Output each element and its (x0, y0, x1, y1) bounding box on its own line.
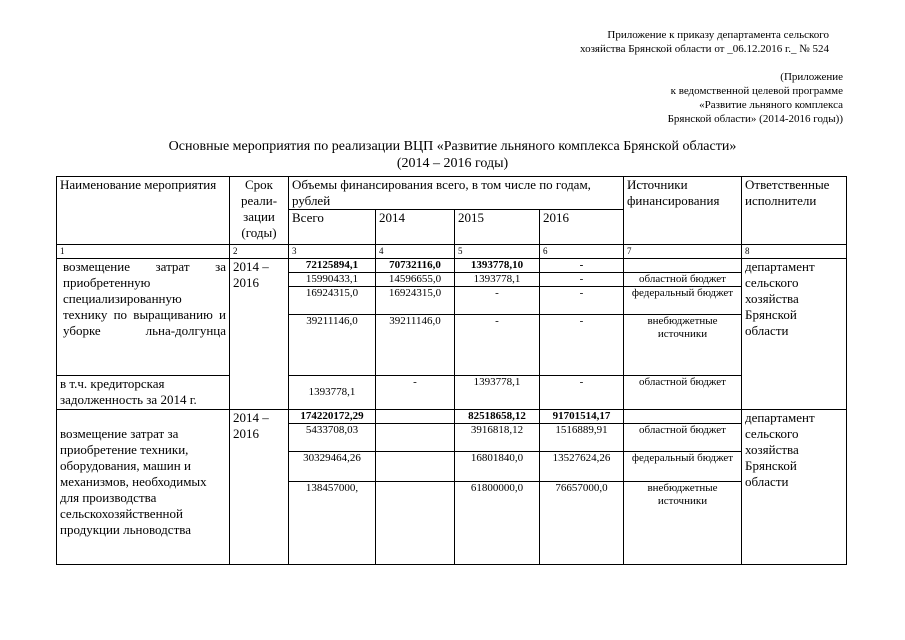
cell-total: 1393778,1 (289, 376, 376, 410)
cell-total: 174220172,29 (289, 410, 376, 424)
cell-2016: 1516889,91 (540, 424, 624, 452)
head-name: Наименование мероприятия (57, 177, 230, 245)
col-num: 1 (57, 245, 230, 259)
document-title (0, 138, 905, 172)
cell-2015: 1393778,1 (455, 273, 540, 287)
appendix-header (668, 70, 843, 126)
cell-total: 138457000, (289, 482, 376, 565)
cell-2014 (376, 424, 455, 452)
head-term: Срок реали-зации (годы) (230, 177, 289, 245)
head-responsible: Ответственные исполнители (742, 177, 847, 245)
col-num: 4 (376, 245, 455, 259)
cell-2014 (376, 452, 455, 482)
cell-2014: - (376, 376, 455, 410)
cell-total: 72125894,1 (289, 259, 376, 273)
cell-2016: - (540, 315, 624, 376)
head-2015: 2015 (455, 210, 540, 245)
cell-2016: 13527624,26 (540, 452, 624, 482)
measure-name-1: возмещение затрат за приобретенную специализированную технику по выращиванию и уборке льна-долгунца (57, 259, 230, 376)
head-total: Всего (289, 210, 376, 245)
cell-2016: - (540, 376, 624, 410)
cell-2015: - (455, 287, 540, 315)
order-header-line1: Приложение к приказу департамента сельского (607, 29, 829, 41)
cell-source (624, 259, 742, 273)
cell-2014: 70732116,0 (376, 259, 455, 273)
order-header-line2: хозяйства Брянской области от _06.12.2016 г._ № 524 (579, 43, 829, 55)
cell-2016: - (540, 287, 624, 315)
cell-source: федеральный бюджет (624, 287, 742, 315)
measure-responsible-2: департамент сельского хозяйства Брянской области (742, 410, 847, 565)
col-num: 7 (624, 245, 742, 259)
measures-table (56, 176, 847, 565)
col-num: 8 (742, 245, 847, 259)
cell-2015: - (455, 315, 540, 376)
col-num: 3 (289, 245, 376, 259)
appendix-line3: «Развитие льняного комплекса (699, 99, 843, 111)
measure-term-1: 2014 – 2016 (230, 259, 289, 410)
cell-2014: 14596655,0 (376, 273, 455, 287)
cell-2015: 82518658,12 (455, 410, 540, 424)
cell-2014 (376, 482, 455, 565)
head-2014: 2014 (376, 210, 455, 245)
appendix-line1: (Приложение (780, 71, 843, 83)
cell-total: 15990433,1 (289, 273, 376, 287)
cell-total: 39211146,0 (289, 315, 376, 376)
cell-2015: 61800000,0 (455, 482, 540, 565)
measure-name-2: возмещение затрат за приобретение техники, оборудования, машин и механизмов, необходимых для производства сельскохозяйственной продукции льноводства (57, 410, 230, 565)
head-2016: 2016 (540, 210, 624, 245)
cell-2015: 3916818,12 (455, 424, 540, 452)
cell-source (624, 410, 742, 424)
cell-total: 5433708,03 (289, 424, 376, 452)
measure-term-2: 2014 – 2016 (230, 410, 289, 565)
cell-2016: 76657000,0 (540, 482, 624, 565)
appendix-line4: Брянской области» (2014-2016 годы)) (667, 113, 843, 125)
cell-source: федеральный бюджет (624, 452, 742, 482)
sub-measure-name: в т.ч. кредиторская задолженность за 2014 г. (57, 376, 230, 410)
title-line1: Основные мероприятия по реализации ВЦП «Развитие льняного комплекса Брянской области» (168, 139, 737, 154)
order-header (580, 28, 829, 56)
cell-2014: 16924315,0 (376, 287, 455, 315)
head-volume: Объемы финансирования всего, в том числе по годам, рублей (289, 177, 624, 210)
cell-source: внебюджетные источники (624, 482, 742, 565)
cell-2016: - (540, 259, 624, 273)
cell-total: 16924315,0 (289, 287, 376, 315)
cell-2015: 1393778,10 (455, 259, 540, 273)
cell-2014 (376, 410, 455, 424)
appendix-line2: к ведомственной целевой программе (670, 85, 843, 97)
cell-source: областной бюджет (624, 273, 742, 287)
col-num: 6 (540, 245, 624, 259)
cell-total: 30329464,26 (289, 452, 376, 482)
cell-2014: 39211146,0 (376, 315, 455, 376)
cell-2016: - (540, 273, 624, 287)
head-sources: Источники финансирования (624, 177, 742, 245)
measure-responsible-1: департамент сельского хозяйства Брянской области (742, 259, 847, 410)
cell-source: областной бюджет (624, 376, 742, 410)
col-num: 2 (230, 245, 289, 259)
cell-2015: 1393778,1 (455, 376, 540, 410)
cell-2015: 16801840,0 (455, 452, 540, 482)
col-num: 5 (455, 245, 540, 259)
cell-2016: 91701514,17 (540, 410, 624, 424)
title-line2: (2014 – 2016 годы) (396, 156, 509, 171)
cell-source: областной бюджет (624, 424, 742, 452)
cell-source: внебюджетные источники (624, 315, 742, 376)
